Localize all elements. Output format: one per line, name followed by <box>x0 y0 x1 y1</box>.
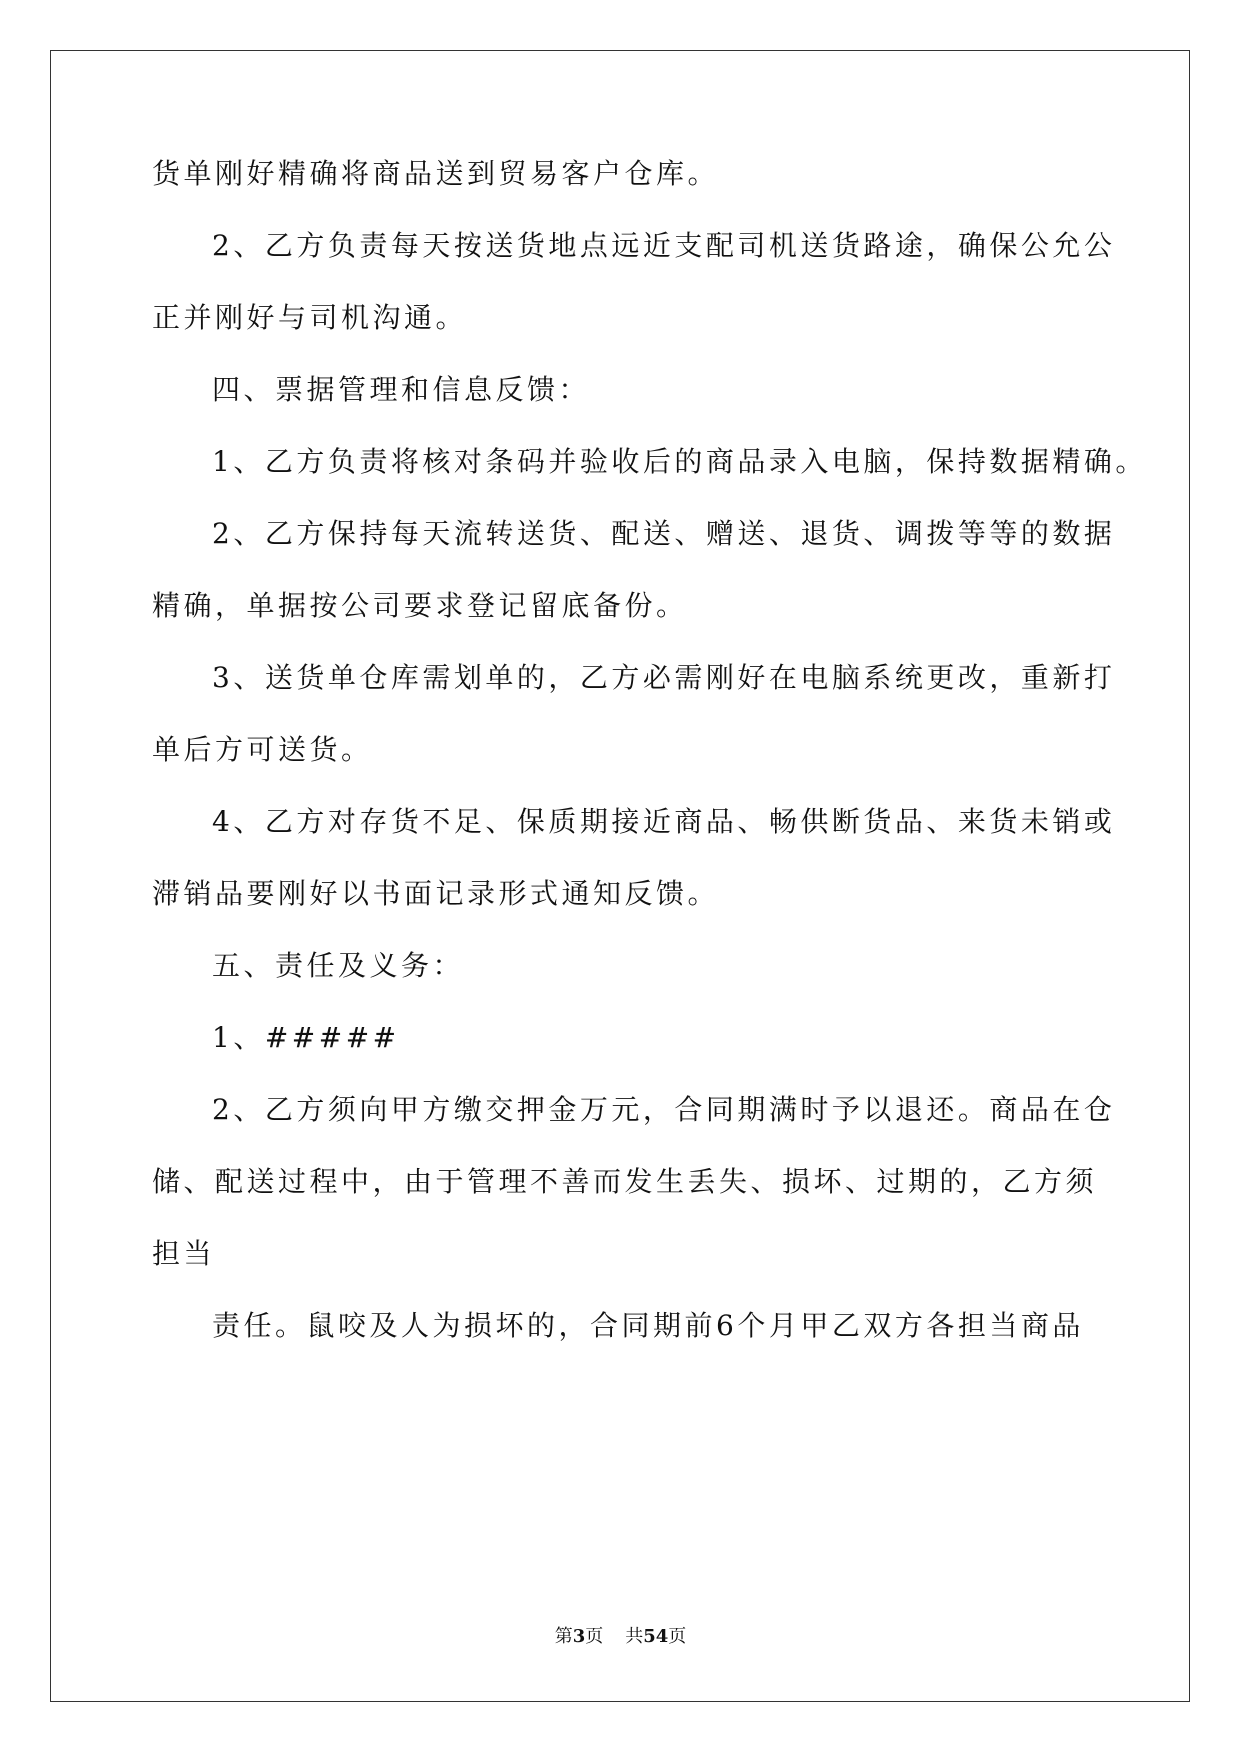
body-line-15: 储、配送过程中，由于管理不善而发生丢失、损坏、过期的，乙方须 <box>152 1165 1098 1198</box>
section-heading-5: 五、责任及义务： <box>212 949 465 982</box>
body-line-14: 2、乙方须向甲方缴交押金万元，合同期满时予以退还。商品在仓 <box>212 1093 1116 1126</box>
body-line-13: 1、##### <box>212 1021 400 1054</box>
body-line-6: 2、乙方保持每天流转送货、配送、赠送、退货、调拨等等的数据 <box>212 517 1116 550</box>
page-number: 3 <box>572 1626 586 1647</box>
body-line-5: 1、乙方负责将核对条码并验收后的商品录入电脑，保持数据精确。 <box>212 445 1147 478</box>
page-border <box>50 50 1190 1702</box>
body-line-16: 担当 <box>152 1237 216 1270</box>
total-prefix: 共 <box>625 1626 644 1647</box>
body-line-8: 3、送货单仓库需划单的，乙方必需刚好在电脑系统更改，重新打 <box>212 661 1116 694</box>
section-heading-4: 四、票据管理和信息反馈： <box>212 373 591 406</box>
body-line-2: 2、乙方负责每天按送货地点远近支配司机送货路途，确保公允公 <box>212 229 1116 262</box>
total-suffix: 页 <box>668 1626 687 1647</box>
body-line-10: 4、乙方对存货不足、保质期接近商品、畅供断货品、来货未销或 <box>212 805 1116 838</box>
body-line-7: 精确，单据按公司要求登记留底备份。 <box>152 589 688 622</box>
body-line-17: 责任。鼠咬及人为损坏的，合同期前6个月甲乙双方各担当商品 <box>212 1309 1084 1342</box>
page-prefix: 第 <box>554 1626 573 1647</box>
body-line-9: 单后方可送货。 <box>152 733 373 766</box>
page-suffix: 页 <box>585 1626 604 1647</box>
page-footer <box>0 1622 1241 1648</box>
total-pages: 54 <box>643 1626 669 1647</box>
body-line-3: 正并刚好与司机沟通。 <box>152 301 468 334</box>
body-line-11: 滞销品要刚好以书面记录形式通知反馈。 <box>152 877 720 910</box>
body-line-1: 货单刚好精确将商品送到贸易客户仓库。 <box>152 157 720 190</box>
